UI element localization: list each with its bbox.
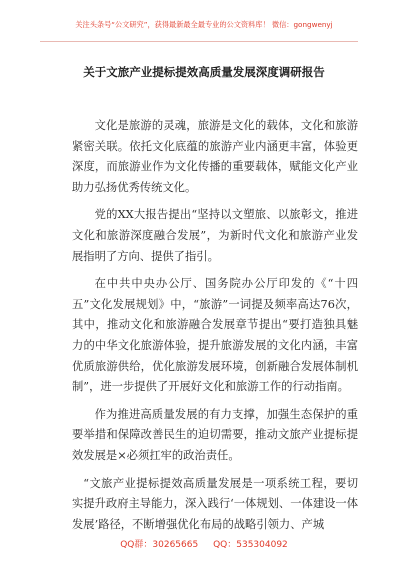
header-divider bbox=[40, 41, 358, 42]
qq-group-text: QQ群：30265665 bbox=[120, 540, 199, 550]
paragraph: “文旅产业提标提效高质量发展是一项系统工程，要切实提升政府主导能力，深入践行‘一体规划、一体建设一体发展’路径，不断增强优化布局的战略引领力、产城 bbox=[72, 476, 359, 531]
qq-number-text: QQ：535304092 bbox=[213, 540, 288, 550]
document-body bbox=[72, 116, 358, 542]
paragraph: 在中共中央办公厅、国务院办公厅印发的《“十四五”文化发展规划》中，“旅游”一词提及频率高达76次，其中，推动文化和旅游融合发展章节提出“要打造独具魅力的中华文化旅游体验，提升旅游发展的文化内涵，丰富优质旅游供给，优化旅游发展环境，创新融合发展体制机制”，进一步提供了开展好文化和旅游工作的行动指南。 bbox=[72, 277, 358, 394]
paragraph: 党的XX大报告提出“坚持以文塑旅、以旅彰文，推进文化和旅游深度融合发展”，为新时代文化和旅游产业发展指明了方向、提供了指引。 bbox=[72, 208, 358, 263]
paragraph: 作为推进高质量发展的有力支撑，加强生态保护的重要举措和保障改善民生的迫切需要，推动文旅产业提标提效发展是×必须扛牢的政治责任。 bbox=[72, 407, 358, 462]
header-banner: 关注头条号“公文研究”，获得最新最全最专业的公文资料库！ 微信：gongwenyj bbox=[75, 20, 333, 29]
footer-contact bbox=[0, 537, 408, 550]
document-title: 关于文旅产业提标提效高质量发展深度调研报告 bbox=[83, 65, 325, 79]
paragraph: 文化是旅游的灵魂，旅游是文化的载体，文化和旅游紧密关联。依托文化底蕴的旅游产业内涵更丰富，体验更深度，而旅游业作为文化传播的重要载体，赋能文化产业助力弘扬优秀传统文化。 bbox=[72, 119, 358, 194]
